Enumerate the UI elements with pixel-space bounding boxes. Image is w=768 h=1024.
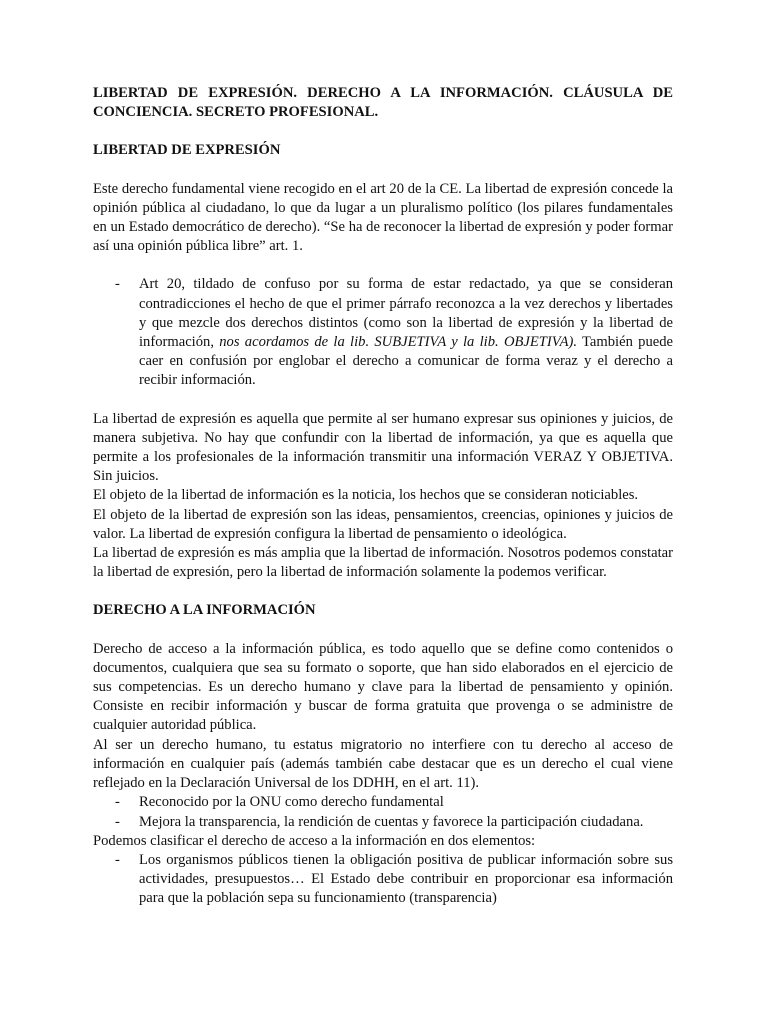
document-title: LIBERTAD DE EXPRESIÓN. DERECHO A LA INFORMACIÓN. CLÁUSULA DE CONCIENCIA. SECRETO PROFESIONAL. xyxy=(93,85,673,121)
bullet-text: También puede caer en confusión por englobar el derecho a comunicar de forma veraz y el derecho a recibir información. xyxy=(139,334,674,389)
spacer xyxy=(93,391,673,410)
spacer xyxy=(93,256,673,275)
paragraph: El objeto de la libertad de información es la noticia, los hechos que se consideran noticiables. xyxy=(93,487,639,504)
bullet-text-italic: nos acordamos de la lib. SUBJETIVA y la lib. OBJETIVA). xyxy=(219,334,578,351)
paragraph-intro: Este derecho fundamental viene recogido en el art 20 de la CE. La libertad de expresión concede la opinión pública al ciudadano, lo que da lugar a un pluralismo político (los pilares fundamentales en un Estado democrático de derecho). “Se ha de reconocer la libertad de expresión y poder formar así una opinión pública libre” art. 1. xyxy=(93,180,673,255)
bullet-dash: - xyxy=(115,851,120,868)
paragraph: La libertad de expresión es más amplia que la libertad de información. Nosotros podemos constatar la libertad de expresión, pero la libertad de información solamente la podemos verificar. xyxy=(93,545,673,581)
bullet-text: Los organismos públicos tienen la obligación positiva de publicar información sobre sus actividades, presupuestos… El Estado debe contribuir en proporcionar esa información para que la población sepa su funcionamiento (transparencia) xyxy=(139,851,673,907)
list-item xyxy=(93,793,673,812)
bullet-dash: - xyxy=(115,813,120,830)
bullet-list-onu xyxy=(93,793,673,831)
bullet-text: Reconocido por la ONU como derecho fundamental xyxy=(139,794,444,811)
document-page xyxy=(93,84,673,909)
bullet-text: Art 20, tildado de confuso por su forma de estar redactado, ya que se consideran contradicciones el hecho de que el primer párrafo reconozca a la vez derechos y libertades y que mezcle dos derechos distintos (como son la libertad de expresión y la libertad de información, xyxy=(139,276,673,351)
paragraph: El objeto de la libertad de expresión son las ideas, pensamientos, creencias, opiniones y juicios de valor. La libertad de expresión configura la libertad de pensamiento o ideológica. xyxy=(93,506,673,542)
bullet-text: Mejora la transparencia, la rendición de cuentas y favorece la participación ciudadana. xyxy=(139,813,644,830)
spacer xyxy=(93,582,673,601)
bullet-dash: - xyxy=(115,794,120,811)
bullet-dash: - xyxy=(115,276,120,293)
paragraph: Al ser un derecho humano, tu estatus migratorio no interfiere con tu derecho al acceso de información en cualquier país (además también cabe destacar que es un derecho el cual viene reflejado en la Declaración Universal de los DDHH, en el art. 11). xyxy=(93,736,673,792)
section-heading-libertad-expresion: LIBERTAD DE EXPRESIÓN xyxy=(93,142,281,159)
section-heading-derecho-informacion: DERECHO A LA INFORMACIÓN xyxy=(93,602,316,619)
bullet-list-art20 xyxy=(93,275,673,390)
paragraph: Podemos clasificar el derecho de acceso a la información en dos elementos: xyxy=(93,832,536,849)
paragraph: La libertad de expresión es aquella que permite al ser humano expresar sus opiniones y juicios, de manera subjetiva. No hay que confundir con la libertad de información, ya que es aquella que permite a los profesionales de la información transmitir una información VERAZ Y OBJETIVA. Sin juicios. xyxy=(93,410,673,485)
paragraph: Derecho de acceso a la información pública, es todo aquello que se define como contenidos o documentos, cualquiera que sea su formato o soporte, que han sido elaborados en el ejercicio de sus competencias. Es un derecho humano y clave para la libertad de pensamiento y opinión. Consiste en recibir información y buscar de forma gratuita que provenga o se administre de cualquier autoridad pública. xyxy=(93,640,673,734)
list-item xyxy=(93,851,673,909)
bullet-list-elementos xyxy=(93,851,673,909)
list-item xyxy=(93,275,673,390)
list-item xyxy=(93,813,673,832)
